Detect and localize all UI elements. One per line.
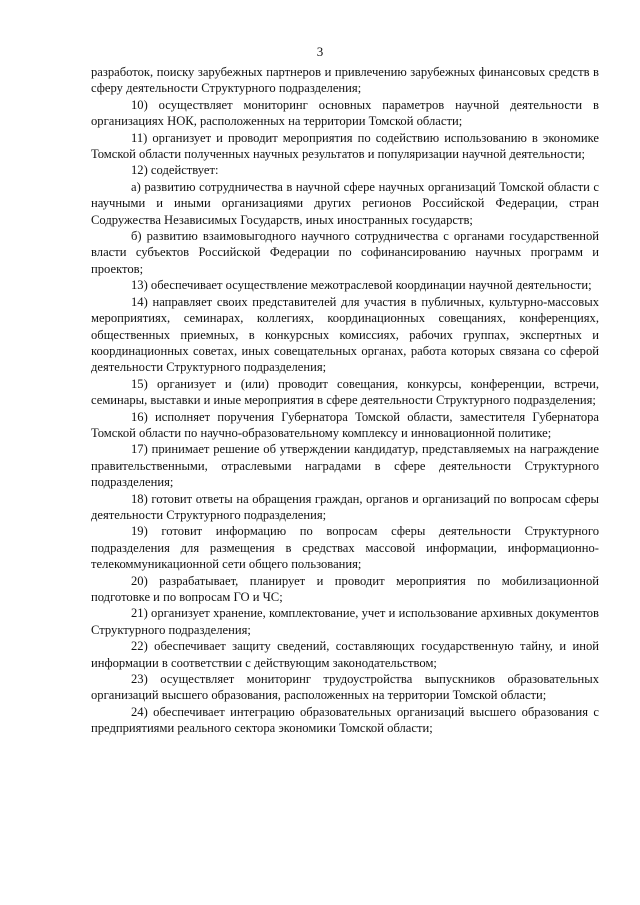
paragraph-continuation: разработок, поиску зарубежных партнеров и привлечению зарубежных финансовых средств в сферу деятельности Структурного подразделения; <box>91 65 599 96</box>
item-24-paragraph: 24) обеспечивает интеграцию образовательных организаций высшего образования с предприятиями реального сектора экономики Томской области; <box>91 704 599 736</box>
item-19-paragraph: 19) готовит информацию по вопросам сферы деятельности Структурного подразделения для размещения в средствах массовой информации, информационно-телекоммуникационной сети общего пользования; <box>91 524 599 572</box>
item-12b-paragraph: б) развитию взаимовыгодного научного сотрудничества с органами государственной власти субъектов Российской Федерации по софинансированию научных программ и проектов; <box>91 229 599 276</box>
item-11-paragraph: 11) организует и проводит мероприятия по содействию использованию в экономике Томской области полученных научных результатов и популяризации научной деятельности; <box>91 130 599 162</box>
item-10-paragraph: 10) осуществляет мониторинг основных параметров научной деятельности в организациях НОК, расположенных на территории Томской области; <box>91 97 599 129</box>
item-22-paragraph: 22) обеспечивает защиту сведений, составляющих государственную тайну, и иной информации в соответствии с действующим законодательством; <box>91 639 599 670</box>
item-12-paragraph: 12) содействует: <box>131 163 219 178</box>
item-17-paragraph: 17) принимает решение об утверждении кандидатур, представляемых на награждение правительственными, отраслевыми наградами в сфере деятельности Структурного подразделения; <box>91 442 599 490</box>
document-body <box>91 64 599 737</box>
item-23-paragraph: 23) осуществляет мониторинг трудоустройства выпускников образовательных организаций высшего образования, расположенных на территории Томской области; <box>91 672 599 703</box>
page-number: 3 <box>316 44 324 59</box>
item-16-paragraph: 16) исполняет поручения Губернатора Томской области, заместителя Губернатора Томской области по научно-образовательному комплексу и инновационной политике; <box>91 409 599 440</box>
item-18-paragraph: 18) готовит ответы на обращения граждан, органов и организаций по вопросам сферы деятельности Структурного подразделения; <box>91 491 599 522</box>
item-20-paragraph: 20) разрабатывает, планирует и проводит мероприятия по мобилизационной подготовке и по вопросам ГО и ЧС; <box>91 573 599 604</box>
item-12a-paragraph: а) развитию сотрудничества в научной сфере научных организаций Томской области с научными и иными организациями других регионов Российской Федерации, стран Содружества Независимых Государств, иных иностранных государств; <box>91 179 599 227</box>
item-21-paragraph: 21) организует хранение, комплектование, учет и использование архивных документов Структурного подразделения; <box>91 606 599 637</box>
item-15-paragraph: 15) организует и (или) проводит совещания, конкурсы, конференции, встречи, семинары, выставки и иные мероприятия в сфере деятельности Структурного подразделения; <box>91 376 599 408</box>
item-13-paragraph: 13) обеспечивает осуществление межотраслевой координации научной деятельности; <box>131 278 592 293</box>
item-14-paragraph: 14) направляет своих представителей для участия в публичных, культурно-массовых мероприятиях, семинарах, коллегиях, координационных совещаниях, конференциях, общественных приемных, в конкурсных комиссиях, рабочих группах, экспертных и координационных советах, иных совещательных органах, работа которых связана со сферой деятельности Структурного подразделения; <box>91 294 599 375</box>
